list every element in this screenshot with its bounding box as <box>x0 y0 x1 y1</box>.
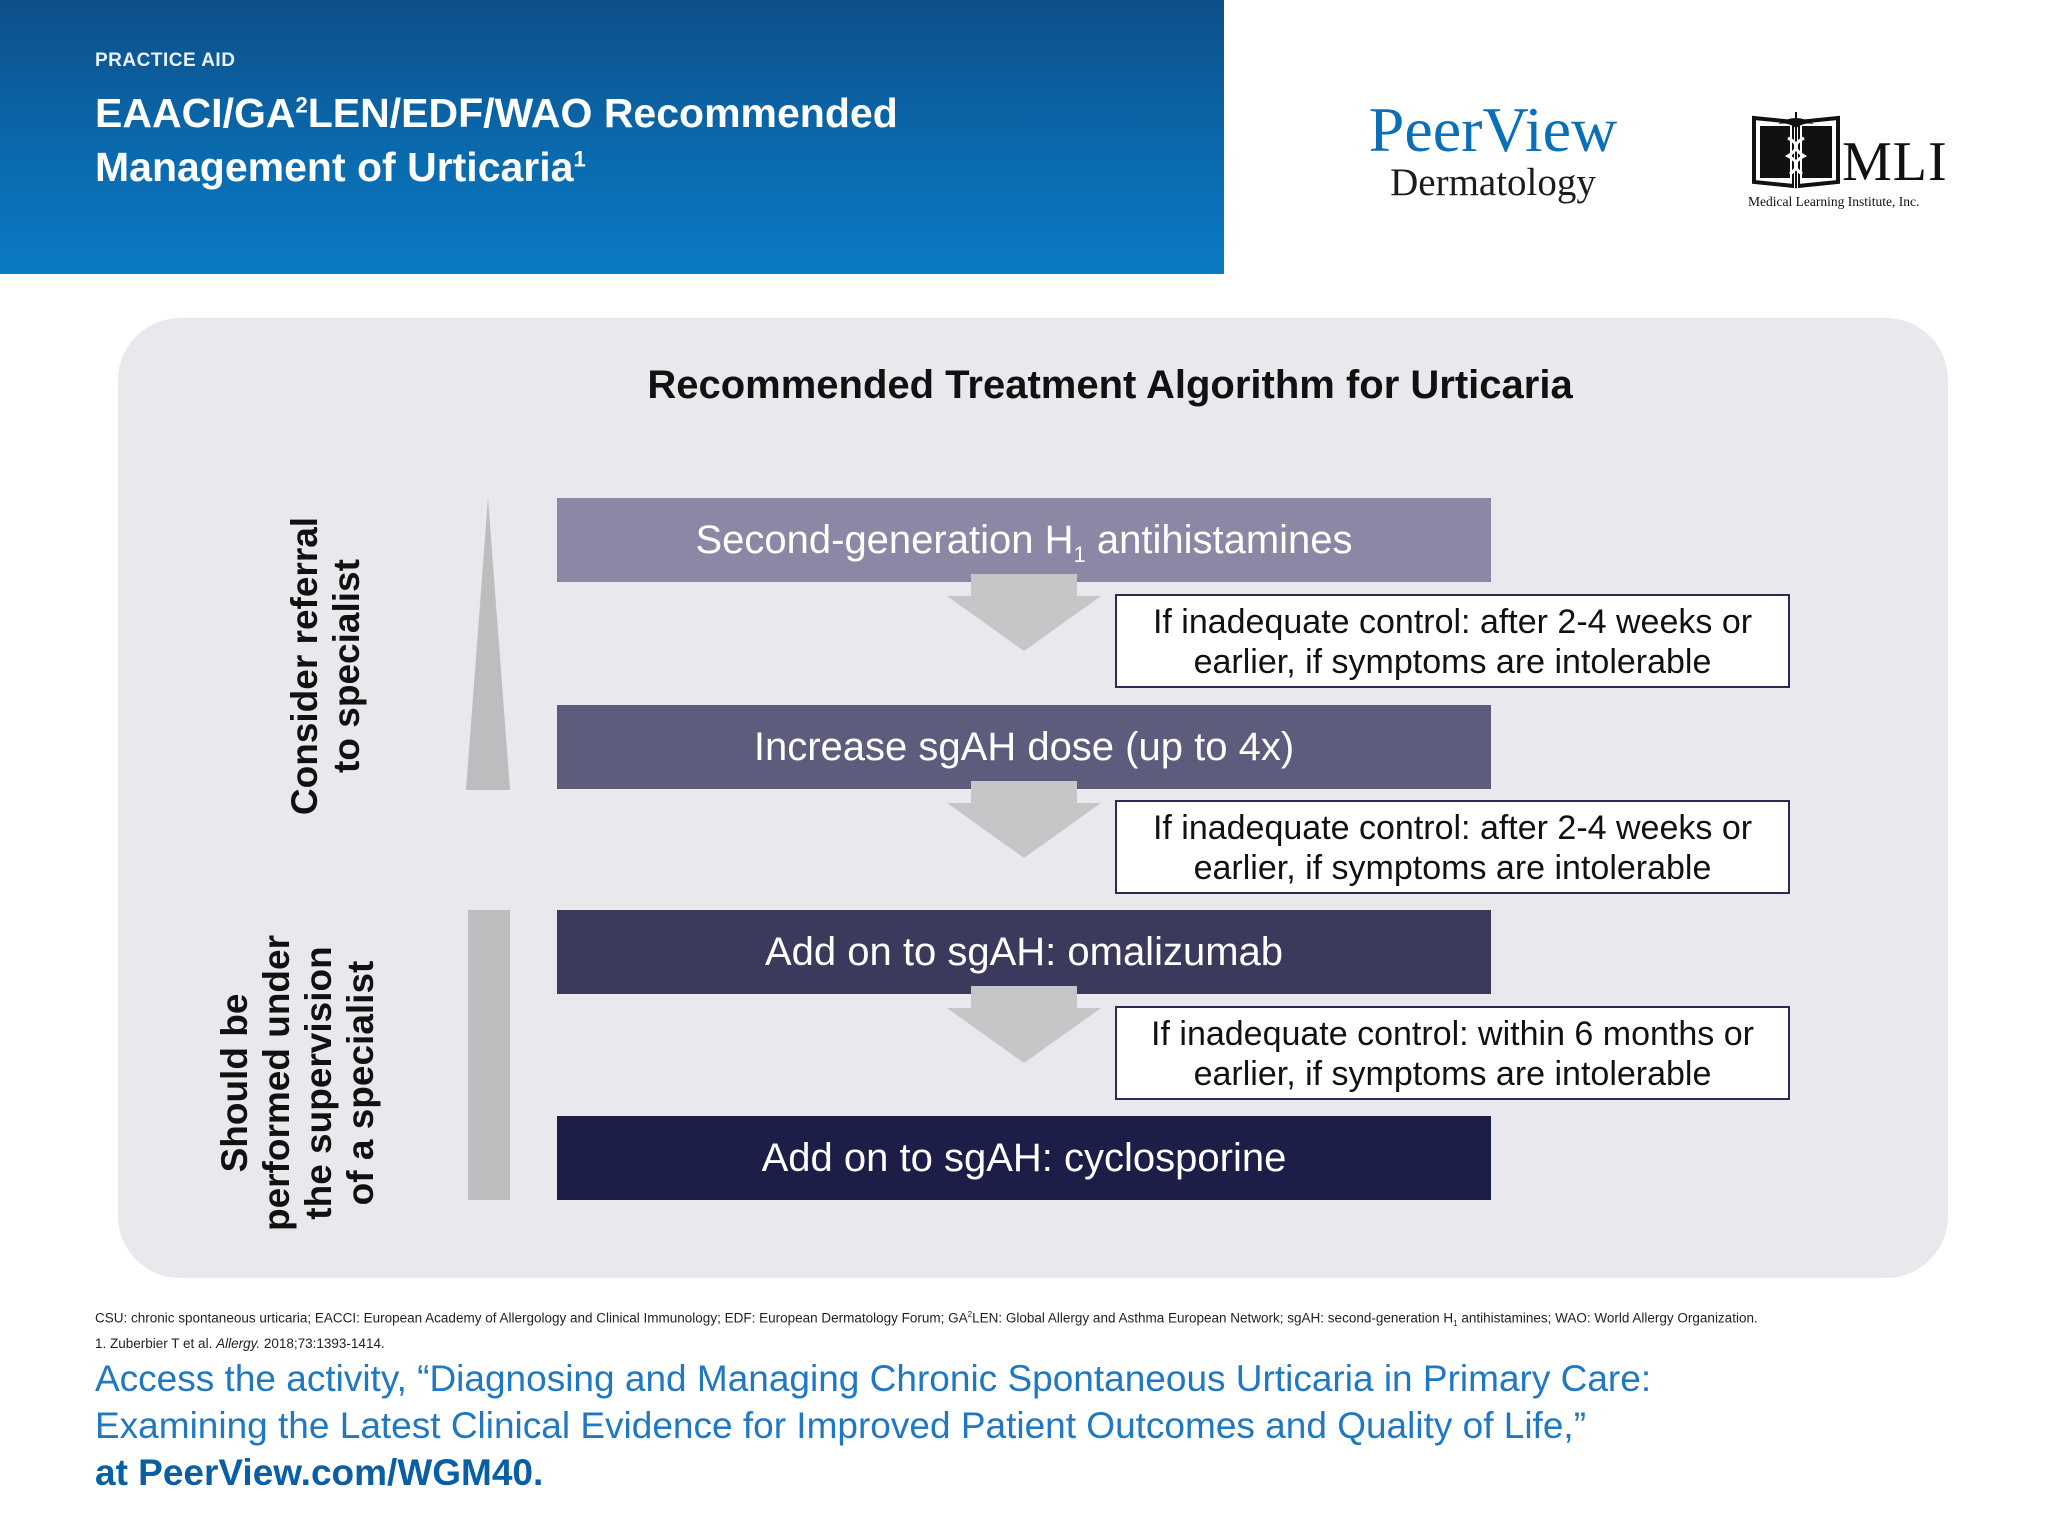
reference-journal: Allergy. <box>216 1336 261 1352</box>
referral-label-line2: to specialist <box>326 559 367 773</box>
mli-logo-name: MLI <box>1842 131 1948 193</box>
footnote-abbrev-part3: antihistamines; WAO: World Allergy Organization. <box>1457 1310 1758 1326</box>
specialist-supervision-label <box>214 923 394 1243</box>
algorithm-title: Recommended Treatment Algorithm for Urticaria <box>647 363 1573 407</box>
title-line1-post: LEN/EDF/WAO Recommended <box>307 90 898 136</box>
title-superscript: 2 <box>295 92 308 118</box>
title-reference: 1 <box>573 146 586 172</box>
mli-logo-subtitle: Medical Learning Institute, Inc. <box>1748 194 1920 209</box>
title-line1-pre: EAACI/GA <box>95 90 296 136</box>
footnote-sup: 2 <box>967 1310 973 1319</box>
referral-label-line1: Consider referral <box>284 516 325 816</box>
condition-2-line1: If inadequate control: after 2-4 weeks or <box>1152 809 1753 847</box>
caduceus-book-icon <box>1750 108 1842 190</box>
down-arrow-icon <box>947 986 1101 1063</box>
page-title <box>95 86 1195 194</box>
condition-1-line1: If inadequate control: after 2-4 weeks or <box>1152 603 1753 641</box>
peerview-logo-name: PeerView <box>1368 94 1618 165</box>
step1-text-post: antihistamines <box>1085 518 1353 562</box>
footnote-abbrev-part1: CSU: chronic spontaneous urticaria; EACCI: European Academy of Allergology and Clinical Immunology; EDF: European Dermatology Forum; GA <box>95 1310 968 1326</box>
supervision-label-line3: the supervision <box>298 946 339 1220</box>
activity-access-callout <box>95 1355 1995 1496</box>
down-arrow-icon <box>947 781 1101 858</box>
activity-url-link[interactable]: at PeerView.com/WGM40. <box>95 1452 544 1493</box>
down-arrow-icon <box>947 574 1101 651</box>
condition-box-1 <box>1115 594 1790 688</box>
peerview-logo-subtitle: Dermatology <box>1390 161 1596 204</box>
title-line2: Management of Urticaria <box>95 144 574 190</box>
footnote-abbrev-part2: LEN: Global Allergy and Asthma European Network; sgAH: second-generation H <box>972 1310 1454 1326</box>
reference-pre: 1. Zuberbier T et al. <box>95 1336 217 1352</box>
condition-box-2 <box>1115 800 1790 894</box>
supervision-label-line4: of a specialist <box>340 960 381 1206</box>
referral-label <box>284 516 374 816</box>
step1-text-pre: Second-generation H <box>695 518 1074 562</box>
step-omalizumab: Add on to sgAH: omalizumab <box>557 910 1491 994</box>
footnote-sub: 1 <box>1453 1319 1458 1329</box>
escalation-wedge <box>466 498 510 790</box>
reference-post: 2018;73:1393-1414. <box>260 1336 385 1352</box>
condition-3-line2: earlier, if symptoms are intolerable <box>1193 1055 1712 1093</box>
step-increase-dose: Increase sgAH dose (up to 4x) <box>557 705 1491 789</box>
condition-2-line2: earlier, if symptoms are intolerable <box>1193 849 1712 887</box>
eyebrow-label: PRACTICE AID <box>95 50 236 71</box>
access-line2: Examining the Latest Clinical Evidence for Improved Patient Outcomes and Quality of Life,” <box>95 1405 1587 1446</box>
condition-1-line2: earlier, if symptoms are intolerable <box>1193 643 1712 681</box>
abbreviations-footnote <box>95 1305 1995 1354</box>
step-cyclosporine: Add on to sgAH: cyclosporine <box>557 1116 1491 1200</box>
condition-3-line1: If inadequate control: within 6 months or <box>1151 1015 1754 1053</box>
peerview-logo <box>1358 94 1628 204</box>
supervision-label-line2: performed under <box>256 934 297 1232</box>
specialist-bar <box>468 910 510 1200</box>
access-line1: Access the activity, “Diagnosing and Managing Chronic Spontaneous Urticaria in Primary Care: <box>95 1358 1652 1399</box>
condition-box-3 <box>1115 1006 1790 1100</box>
step1-subscript: 1 <box>1073 542 1086 567</box>
step-sgah-antihistamines <box>557 498 1491 582</box>
supervision-label-line1: Should be <box>214 993 255 1173</box>
header-banner <box>0 0 1224 274</box>
